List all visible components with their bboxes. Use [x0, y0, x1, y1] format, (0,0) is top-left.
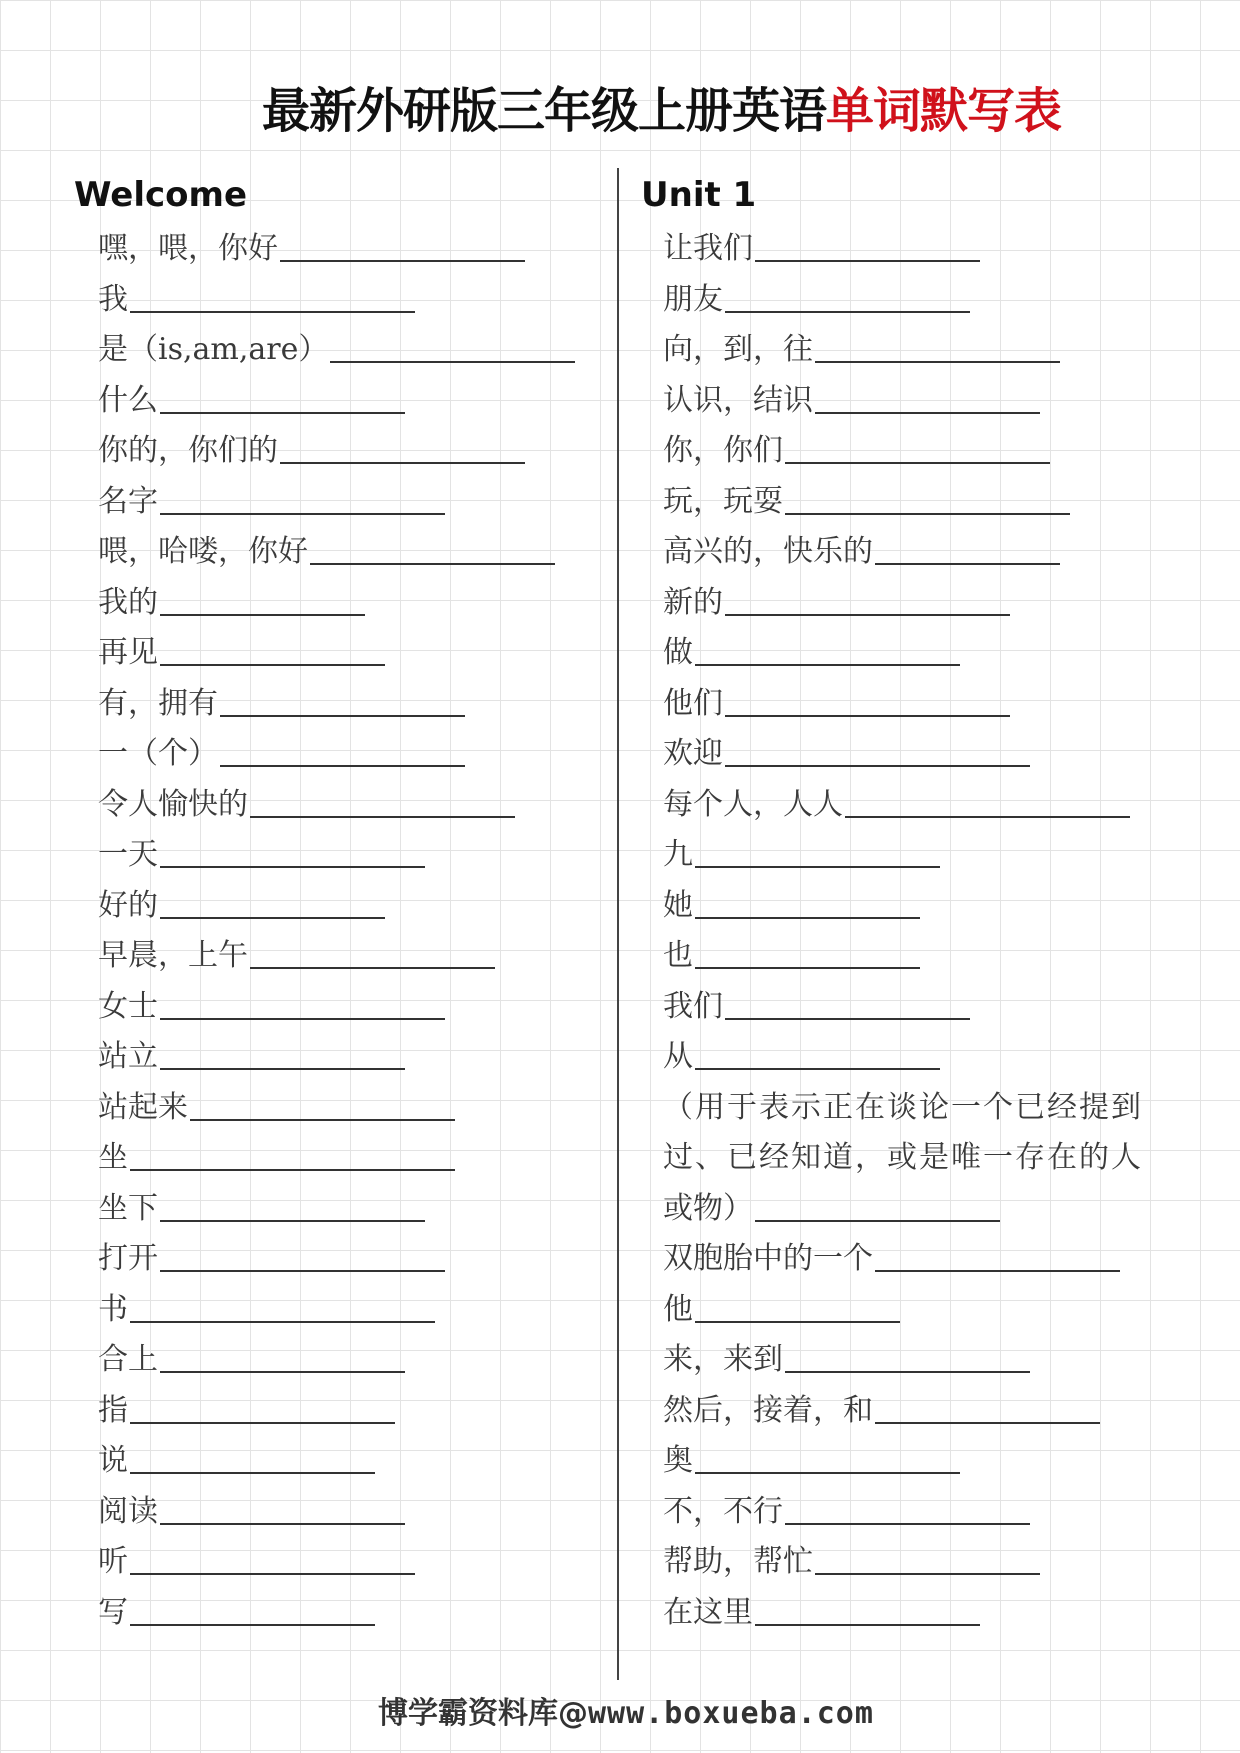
- word-prompt: 说: [98, 1443, 128, 1478]
- answer-blank[interactable]: [695, 662, 960, 666]
- answer-blank[interactable]: [160, 1218, 425, 1222]
- word-prompt: 女士: [98, 988, 158, 1024]
- word-prompt: 坐下: [98, 1190, 158, 1226]
- answer-blank[interactable]: [160, 1369, 405, 1373]
- word-prompt: 你，你们: [663, 433, 783, 468]
- word-item: [98, 1184, 608, 1235]
- answer-blank[interactable]: [875, 1268, 1120, 1272]
- word-item: [98, 578, 608, 629]
- answer-blank[interactable]: [130, 1622, 375, 1626]
- word-prompt: 玩，玩耍: [663, 483, 783, 519]
- word-prompt: 让我们: [663, 231, 753, 266]
- word-item: [663, 729, 1183, 780]
- word-item: [663, 982, 1183, 1033]
- word-item: [98, 1588, 608, 1639]
- word-item: [663, 1436, 1183, 1487]
- word-prompt: 令人愉快的: [98, 786, 248, 822]
- word-prompt: 向，到，往: [663, 332, 813, 367]
- word-item: [663, 1335, 1183, 1386]
- word-prompt: 再见: [98, 635, 158, 670]
- answer-blank[interactable]: [160, 1016, 445, 1020]
- word-prompt: 嘿，喂，你好: [98, 231, 278, 266]
- answer-blank[interactable]: [695, 965, 920, 969]
- definition-line-2: 过、已经知道，或是唯一存在的人: [663, 1140, 1143, 1175]
- unit1-word-list: [663, 224, 1183, 1638]
- answer-blank[interactable]: [725, 309, 970, 313]
- footer-url: www.boxueba.com: [588, 1696, 874, 1731]
- word-prompt: 是（is,am,are）: [98, 332, 329, 367]
- word-prompt: 名字: [98, 483, 158, 519]
- word-prompt: 我的: [98, 584, 158, 620]
- word-prompt: 书: [98, 1291, 128, 1327]
- definition-line-3-text: 或物）: [663, 1190, 753, 1226]
- word-item: [663, 931, 1183, 982]
- word-prompt: 九: [663, 837, 693, 872]
- answer-blank[interactable]: [160, 662, 385, 666]
- word-item: [98, 729, 608, 780]
- answer-blank[interactable]: [875, 1420, 1100, 1424]
- answer-blank[interactable]: [695, 864, 940, 868]
- word-item: [98, 527, 608, 578]
- word-prompt: 从: [663, 1039, 693, 1074]
- answer-blank[interactable]: [160, 612, 365, 616]
- word-item: [663, 780, 1183, 831]
- word-prompt: 站起来: [98, 1089, 188, 1125]
- word-prompt: 合上: [98, 1342, 158, 1377]
- word-prompt: 在这里: [663, 1594, 753, 1630]
- word-prompt: 她: [663, 887, 693, 923]
- word-item: [98, 1083, 608, 1134]
- answer-blank[interactable]: [755, 258, 980, 262]
- word-prompt: 站立: [98, 1039, 158, 1074]
- word-item: [663, 578, 1183, 629]
- answer-blank[interactable]: [815, 1571, 1040, 1575]
- word-item: [98, 881, 608, 932]
- answer-blank[interactable]: [160, 1066, 405, 1070]
- answer-blank[interactable]: [875, 561, 1060, 565]
- word-item: [98, 275, 608, 326]
- word-item: [663, 679, 1183, 730]
- answer-blank[interactable]: [280, 460, 525, 464]
- word-item: [98, 426, 608, 477]
- word-prompt: 什么: [98, 382, 158, 418]
- word-item: [98, 830, 608, 881]
- answer-blank[interactable]: [190, 1117, 455, 1121]
- answer-blank[interactable]: [755, 1622, 980, 1626]
- word-prompt: 欢迎: [663, 736, 723, 771]
- word-item: [663, 1487, 1183, 1538]
- answer-blank[interactable]: [815, 359, 1060, 363]
- definition-line-3: [663, 1184, 1183, 1235]
- answer-blank[interactable]: [695, 915, 920, 919]
- word-item: [98, 628, 608, 679]
- word-item: [663, 628, 1183, 679]
- word-item: [98, 1436, 608, 1487]
- answer-blank[interactable]: [725, 612, 1010, 616]
- word-prompt: 双胞胎中的一个: [663, 1241, 873, 1276]
- word-prompt: 听: [98, 1544, 128, 1579]
- word-item: [98, 1487, 608, 1538]
- word-item: [663, 1537, 1183, 1588]
- word-item: [663, 527, 1183, 578]
- word-prompt: 新的: [663, 584, 723, 620]
- answer-blank[interactable]: [130, 309, 415, 313]
- word-prompt: 阅读: [98, 1493, 158, 1529]
- word-item: [98, 982, 608, 1033]
- answer-blank[interactable]: [725, 713, 1010, 717]
- word-item: [98, 376, 608, 427]
- word-item: [663, 1386, 1183, 1437]
- word-prompt: 每个人，人人: [663, 786, 843, 822]
- left-column-heading: Welcome: [74, 175, 248, 215]
- word-item: [663, 830, 1183, 881]
- footer-brand: 博学霸资料库@: [378, 1696, 588, 1731]
- answer-blank[interactable]: [250, 965, 495, 969]
- word-item: [98, 1335, 608, 1386]
- word-item: [98, 1537, 608, 1588]
- answer-blank[interactable]: [755, 1218, 1000, 1222]
- answer-blank[interactable]: [330, 359, 575, 363]
- word-prompt: 他们: [663, 685, 723, 721]
- word-item: [663, 1285, 1183, 1336]
- word-item: [663, 426, 1183, 477]
- word-item: [663, 275, 1183, 326]
- word-item: [663, 224, 1183, 275]
- word-prompt: 早晨，上午: [98, 938, 248, 973]
- title-highlight: 单词默写表: [826, 83, 1062, 139]
- word-prompt: 喂，哈喽，你好: [98, 534, 308, 569]
- word-prompt: 认识，结识: [663, 382, 813, 418]
- column-divider: [617, 168, 619, 1680]
- answer-blank[interactable]: [845, 814, 1130, 818]
- word-item: [98, 1285, 608, 1336]
- word-item: [663, 477, 1183, 528]
- word-item: [663, 325, 1183, 376]
- word-item: [98, 679, 608, 730]
- answer-blank[interactable]: [160, 864, 425, 868]
- word-item: [663, 1588, 1183, 1639]
- word-prompt: 有，拥有: [98, 685, 218, 721]
- word-prompt: 来，来到: [663, 1342, 783, 1377]
- word-prompt: 也: [663, 938, 693, 973]
- word-prompt: 然后，接着，和: [663, 1392, 873, 1428]
- answer-blank[interactable]: [695, 1470, 960, 1474]
- answer-blank[interactable]: [785, 1369, 1030, 1373]
- answer-blank[interactable]: [815, 410, 1040, 414]
- answer-blank[interactable]: [695, 1066, 940, 1070]
- word-prompt: 我们: [663, 988, 723, 1024]
- word-item: [98, 477, 608, 528]
- word-prompt: 我: [98, 281, 128, 317]
- answer-blank[interactable]: [160, 410, 405, 414]
- word-prompt: 打开: [98, 1241, 158, 1276]
- word-item: [98, 1032, 608, 1083]
- title-main: 最新外研版三年级上册英语: [262, 83, 827, 139]
- answer-blank[interactable]: [250, 814, 515, 818]
- word-item: [663, 1032, 1183, 1083]
- word-prompt: 高兴的，快乐的: [663, 534, 873, 569]
- word-item: [98, 1386, 608, 1437]
- word-prompt: 做: [663, 635, 693, 670]
- answer-blank[interactable]: [160, 1268, 445, 1272]
- word-prompt: 帮助，帮忙: [663, 1544, 813, 1579]
- answer-blank[interactable]: [785, 511, 1070, 515]
- page-title: [262, 78, 1162, 144]
- answer-blank[interactable]: [785, 460, 1050, 464]
- answer-blank[interactable]: [130, 1319, 435, 1323]
- answer-blank[interactable]: [130, 1167, 455, 1171]
- word-prompt: 他: [663, 1291, 693, 1327]
- word-item: [663, 1234, 1183, 1285]
- word-item: [98, 931, 608, 982]
- answer-blank[interactable]: [220, 713, 465, 717]
- answer-blank[interactable]: [160, 511, 445, 515]
- answer-blank[interactable]: [220, 763, 465, 767]
- word-item: [663, 881, 1183, 932]
- word-item: [98, 780, 608, 831]
- word-prompt: 一天: [98, 837, 158, 872]
- word-prompt: 奥: [663, 1443, 693, 1478]
- answer-blank[interactable]: [160, 1521, 405, 1525]
- answer-blank[interactable]: [280, 258, 525, 262]
- footer-watermark: [378, 1688, 978, 1732]
- word-prompt: 一（个）: [98, 736, 218, 771]
- word-item: [98, 224, 608, 275]
- word-prompt: 不，不行: [663, 1493, 783, 1529]
- word-prompt: 指: [98, 1392, 128, 1428]
- answer-blank[interactable]: [160, 915, 385, 919]
- answer-blank[interactable]: [695, 1319, 900, 1323]
- answer-blank[interactable]: [130, 1470, 375, 1474]
- answer-blank[interactable]: [785, 1521, 1030, 1525]
- word-prompt: 好的: [98, 887, 158, 923]
- answer-blank[interactable]: [130, 1571, 415, 1575]
- word-item: [98, 1234, 608, 1285]
- right-column-heading: Unit 1: [641, 175, 757, 215]
- word-item: [663, 376, 1183, 427]
- welcome-word-list: [98, 224, 608, 1638]
- word-prompt: 你的，你们的: [98, 433, 278, 468]
- word-item: [98, 1133, 608, 1184]
- answer-blank[interactable]: [725, 763, 1030, 767]
- word-prompt: 朋友: [663, 281, 723, 317]
- word-prompt: 写: [98, 1594, 128, 1630]
- answer-blank[interactable]: [725, 1016, 970, 1020]
- word-item: [98, 325, 608, 376]
- definition-line-1: （用于表示正在谈论一个已经提到: [663, 1089, 1143, 1125]
- word-prompt: 坐: [98, 1140, 128, 1175]
- answer-blank[interactable]: [310, 561, 555, 565]
- answer-blank[interactable]: [130, 1420, 395, 1424]
